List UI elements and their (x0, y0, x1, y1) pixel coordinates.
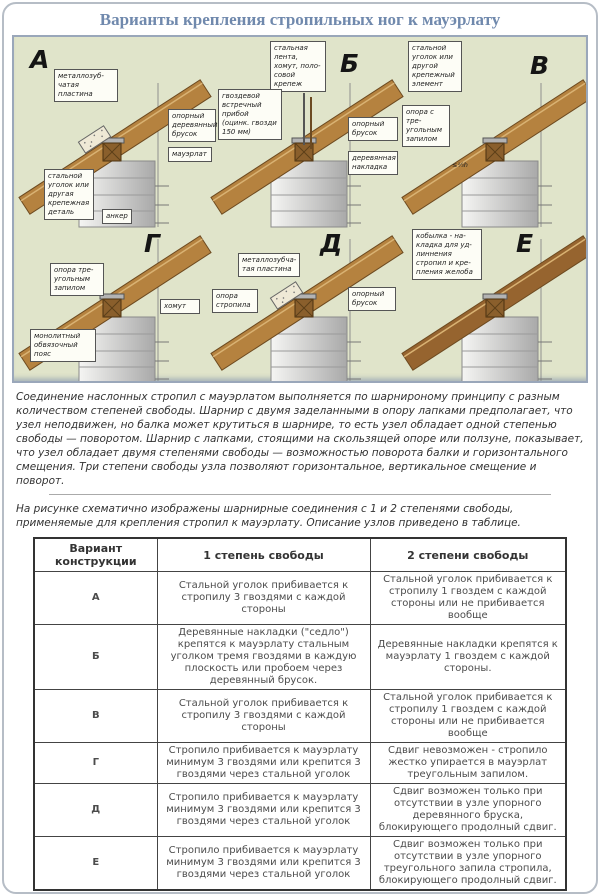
cell-two-d: Сдвиг возможен только при отсутствии в узле упорного деревянного бруска, блокирующего продолный сдвиг. (370, 784, 566, 837)
label-monolithic-belt-g: монолитный обвязочный пояс (30, 329, 96, 362)
label-anchor-a: анкер (102, 209, 132, 224)
label-mauerlat-a: мауэрлат (168, 147, 212, 162)
table-row-e (34, 837, 566, 891)
cell-variant-d: Д (34, 784, 157, 837)
diagram-variant-b (208, 39, 400, 227)
dimension-annotation-v: ≤⅓h (452, 161, 468, 169)
diagram-panel (12, 35, 588, 383)
variant-letter-v: В (530, 51, 550, 80)
label-clamp-g: хомут (160, 299, 200, 314)
variant-letter-a: А (30, 45, 50, 74)
label-wood-pad-b: деревянная накладка (348, 151, 398, 175)
cell-two-a: Стальной уголок прибивается к стропилу 1 гвоздем с каждой стороны или не прибивается вообще (370, 572, 566, 625)
variant-letter-d: Д (320, 229, 343, 258)
table-row-g (34, 743, 566, 784)
rafter-scene-v (400, 77, 588, 227)
variant-letter-e: Е (516, 229, 534, 258)
label-notch-support-v: опора с тре-угольным запилом (402, 105, 450, 147)
header-two-degrees: 2 степени свободы (370, 538, 566, 572)
label-support-bar-d: опорный брусок (348, 287, 396, 311)
paragraph-figure-note: На рисунке схематично изображены шарнирные соединения с 1 и 2 степенями свободы, применяемые для крепления стропил к мауэрлату. Описание узлов приведено в таблице. (16, 503, 521, 529)
label-support-bar-b: опорный брусок (348, 117, 398, 141)
table-row-v (34, 690, 566, 743)
cell-one-a: Стальной уголок прибивается к стропилу 3 гвоздями с каждой стороны (157, 572, 370, 625)
cell-one-d: Стропило прибивается к мауэрлату минимум 3 гвоздями или крепится 3 гвоздями через стальной уголок (157, 784, 370, 837)
cell-one-v: Стальной уголок прибивается к стропилу 3 гвоздями с каждой стороны (157, 690, 370, 743)
table-row-d (34, 784, 566, 837)
label-support-bar-a: опорный деревянный брусок (168, 109, 216, 142)
label-notch-support-g: опора тре-угольным запилом (50, 263, 104, 296)
document-page (2, 2, 598, 894)
label-nail-fastening-b: гвоздевой встречный прибой (оцинк. гвозди 150 мм) (218, 89, 282, 140)
cell-variant-g: Г (34, 743, 157, 784)
label-metal-plate-d: металлозубча-тая пластина (238, 253, 300, 277)
cell-one-e: Стропило прибивается к мауэрлату минимум 3 гвоздями или крепится 3 гвоздями через стальной уголок (157, 837, 370, 891)
diagram-variant-d (208, 227, 400, 383)
cell-variant-a: А (34, 572, 157, 625)
variant-letter-b: Б (340, 49, 360, 78)
header-variant: Вариант конструкции (34, 538, 157, 572)
page-title: Варианты крепления стропильных ног к мауэрлату (99, 10, 501, 29)
diagram-variant-g (16, 227, 208, 383)
diagram-variant-v (400, 39, 588, 227)
label-kobylka-e: кобылка - на-кладка для уд-линнения стропил и кре-пления желоба (412, 229, 482, 280)
label-metal-plate-a: металлозуб-чатая пластина (54, 69, 118, 102)
table-row-a (34, 572, 566, 625)
diagram-variant-e (400, 227, 588, 383)
cell-two-g: Сдвиг невозможен - стропило жестко упирается в мауэрлат треугольным запилом. (370, 743, 566, 784)
cell-two-e: Сдвиг возможен только при отсутствии в узле упорного треугольного запила стропила, блокирующего продолный сдвиг. (370, 837, 566, 891)
table-row-b (34, 625, 566, 690)
cell-variant-e: Е (34, 837, 157, 891)
cell-two-b: Деревянные накладки крепятся к мауэрлату 1 гвоздем с каждой стороны. (370, 625, 566, 690)
label-steel-angle-a: стальной уголок или другая крепежная деталь (44, 169, 94, 220)
fastening-variants-table (33, 537, 567, 891)
cell-one-b: Деревянные накладки ("седло") крепятся к мауэрлату стальным уголком тремя гвоздями в каждую плоскость или пробоем через деревянный брусок. (157, 625, 370, 690)
label-steel-angle-v: стальной уголок или другой крепежный элемент (408, 41, 462, 92)
cell-variant-b: Б (34, 625, 157, 690)
label-rafter-support-d: опора стропила (212, 289, 258, 313)
divider-line (49, 494, 551, 495)
cell-two-v: Стальной уголок прибивается к стропилу 1 гвоздем с каждой стороны или не прибивается вообще (370, 690, 566, 743)
header-one-degree: 1 степень свободы (157, 538, 370, 572)
paragraph-hinge-principle: Соединение наслонных стропил с мауэрлатом выполняется по шарнироному принципу с разным количеством степеней свободы. Шарнир с двумя заделанными в опору лапками предполагает, что узел неподвижен, но балка может крутиться в шарнире, то есть узел обладает одной степенью свободы — поворотом. Шарнир с лапками, стоящими на скользящей опоре или ползуне, показывает, что узел обладает двумя степенями свободы — возможностью поворота балки и горизонтального смещения. Три степени свободы узла позволяют горизонтальное, вертикальное смещение и поворот. (16, 391, 584, 487)
diagram-variant-a (16, 39, 218, 227)
variant-letter-g: Г (144, 229, 160, 258)
cell-one-g: Стропило прибивается к мауэрлату минимум 3 гвоздями или крепится 3 гвоздями через стальной уголок (157, 743, 370, 784)
cell-variant-v: В (34, 690, 157, 743)
label-steel-band-b: стальная лента, хомут, поло-совой крепеж (270, 41, 326, 92)
table-header-row (34, 538, 566, 572)
